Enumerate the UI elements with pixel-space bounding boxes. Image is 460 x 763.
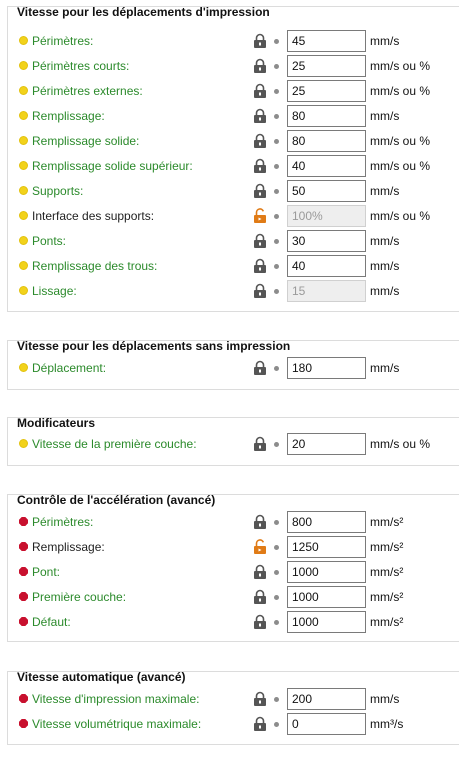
- unit-label: mm/s ou %: [370, 437, 431, 451]
- acceleration-group: [7, 494, 459, 642]
- unit-label: mm/s: [370, 34, 400, 48]
- lock-icon[interactable]: [253, 58, 267, 74]
- group-title: Vitesse automatique (avancé): [17, 670, 186, 684]
- mode-simple-icon: [19, 261, 28, 270]
- speed-input[interactable]: 40: [287, 255, 366, 277]
- mode-expert-icon: [19, 567, 28, 576]
- mode-expert-icon: [19, 592, 28, 601]
- group-title: Contrôle de l'accélération (avancé): [17, 493, 216, 507]
- setting-row-short-perimeters: [8, 55, 460, 77]
- lock-icon[interactable]: [253, 716, 267, 732]
- unlock-icon[interactable]: [253, 539, 267, 555]
- reset-dot-icon[interactable]: [274, 289, 279, 294]
- unlock-icon[interactable]: [253, 208, 267, 224]
- lock-icon[interactable]: [253, 283, 267, 299]
- lock-icon[interactable]: [253, 133, 267, 149]
- mode-simple-icon: [19, 211, 28, 220]
- speed-input[interactable]: 25: [287, 55, 366, 77]
- setting-row-infill: [8, 105, 460, 127]
- group-title: Vitesse pour les déplacements d'impression: [17, 5, 270, 19]
- setting-row-bridge-accel: [8, 561, 460, 583]
- lock-icon[interactable]: [253, 83, 267, 99]
- setting-row-gap-fill: [8, 255, 460, 277]
- setting-row-max-print-speed: [8, 688, 460, 710]
- setting-label[interactable]: Ponts:: [32, 234, 67, 248]
- unit-label: mm/s: [370, 284, 400, 298]
- mode-simple-icon: [19, 111, 28, 120]
- reset-dot-icon[interactable]: [274, 239, 279, 244]
- accel-input[interactable]: 800: [287, 511, 366, 533]
- unit-label: mm/s: [370, 234, 400, 248]
- lock-icon[interactable]: [253, 614, 267, 630]
- setting-label[interactable]: Remplissage:: [32, 540, 105, 554]
- reset-dot-icon[interactable]: [274, 39, 279, 44]
- lock-icon[interactable]: [253, 108, 267, 124]
- speed-input-disabled[interactable]: 100%: [287, 205, 366, 227]
- reset-dot-icon[interactable]: [274, 545, 279, 550]
- lock-icon[interactable]: [253, 258, 267, 274]
- setting-row-infill-accel: [8, 536, 460, 558]
- setting-row-top-solid-infill: [8, 155, 460, 177]
- setting-row-default-accel: [8, 611, 460, 633]
- reset-dot-icon[interactable]: [274, 595, 279, 600]
- mode-simple-icon: [19, 186, 28, 195]
- setting-row-ironing: [8, 280, 460, 302]
- accel-input[interactable]: 1000: [287, 561, 366, 583]
- lock-icon[interactable]: [253, 158, 267, 174]
- reset-dot-icon[interactable]: [274, 697, 279, 702]
- setting-row-max-volumetric-speed: [8, 713, 460, 735]
- accel-input[interactable]: 1000: [287, 611, 366, 633]
- reset-dot-icon[interactable]: [274, 366, 279, 371]
- setting-row-travel: [8, 357, 460, 379]
- unit-label: mm/s: [370, 184, 400, 198]
- reset-dot-icon[interactable]: [274, 442, 279, 447]
- lock-icon[interactable]: [253, 436, 267, 452]
- lock-icon[interactable]: [253, 564, 267, 580]
- lock-icon[interactable]: [253, 589, 267, 605]
- mode-simple-icon: [19, 439, 28, 448]
- setting-row-first-layer-speed: [8, 433, 460, 455]
- speed-input[interactable]: 80: [287, 130, 366, 152]
- unit-label: mm/s²: [370, 590, 404, 604]
- setting-label[interactable]: Défaut:: [32, 615, 71, 629]
- unit-label: mm/s ou %: [370, 59, 431, 73]
- reset-dot-icon[interactable]: [274, 139, 279, 144]
- speed-input[interactable]: 25: [287, 80, 366, 102]
- unit-label: mm/s²: [370, 515, 404, 529]
- unit-label: mm/s ou %: [370, 159, 431, 173]
- unit-label: mm/s ou %: [370, 84, 431, 98]
- travel-speed-group: [7, 340, 459, 390]
- setting-label[interactable]: Périmètres courts:: [32, 59, 130, 73]
- setting-row-supports: [8, 180, 460, 202]
- reset-dot-icon[interactable]: [274, 722, 279, 727]
- reset-dot-icon[interactable]: [274, 520, 279, 525]
- reset-dot-icon[interactable]: [274, 214, 279, 219]
- setting-label[interactable]: Supports:: [32, 184, 84, 198]
- setting-label[interactable]: Remplissage des trous:: [32, 259, 158, 273]
- setting-label[interactable]: Pont:: [32, 565, 61, 579]
- setting-label[interactable]: Périmètres:: [32, 34, 94, 48]
- setting-row-support-interface: [8, 205, 460, 227]
- mode-expert-icon: [19, 694, 28, 703]
- mode-simple-icon: [19, 136, 28, 145]
- reset-dot-icon[interactable]: [274, 264, 279, 269]
- speed-input[interactable]: 40: [287, 155, 366, 177]
- unit-label: mm³/s: [370, 717, 404, 731]
- unit-label: mm/s: [370, 692, 400, 706]
- mode-simple-icon: [19, 363, 28, 372]
- accel-input[interactable]: 1250: [287, 536, 366, 558]
- reset-dot-icon[interactable]: [274, 164, 279, 169]
- unit-label: mm/s: [370, 361, 400, 375]
- lock-icon[interactable]: [253, 33, 267, 49]
- print-speed-group: [7, 6, 459, 312]
- speed-input[interactable]: 20: [287, 433, 366, 455]
- autospeed-group: [7, 671, 459, 745]
- mode-simple-icon: [19, 236, 28, 245]
- unit-label: mm/s ou %: [370, 134, 431, 148]
- speed-input[interactable]: 0: [287, 713, 366, 735]
- reset-dot-icon[interactable]: [274, 570, 279, 575]
- mode-simple-icon: [19, 86, 28, 95]
- unit-label: mm/s²: [370, 615, 404, 629]
- setting-row-first-layer-accel: [8, 586, 460, 608]
- unit-label: mm/s: [370, 109, 400, 123]
- reset-dot-icon[interactable]: [274, 64, 279, 69]
- modifiers-group: [7, 417, 459, 466]
- speed-input[interactable]: 45: [287, 30, 366, 52]
- setting-row-external-perimeters: [8, 80, 460, 102]
- mode-simple-icon: [19, 286, 28, 295]
- mode-simple-icon: [19, 61, 28, 70]
- setting-row-solid-infill: [8, 130, 460, 152]
- setting-label[interactable]: Interface des supports:: [32, 209, 155, 223]
- setting-label[interactable]: Première couche:: [32, 590, 127, 604]
- speed-input-disabled[interactable]: 15: [287, 280, 366, 302]
- speed-input[interactable]: 180: [287, 357, 366, 379]
- reset-dot-icon[interactable]: [274, 114, 279, 119]
- speed-input[interactable]: 30: [287, 230, 366, 252]
- setting-label[interactable]: Remplissage solide:: [32, 134, 140, 148]
- setting-label[interactable]: Vitesse de la première couche:: [32, 437, 197, 451]
- mode-expert-icon: [19, 517, 28, 526]
- unit-label: mm/s: [370, 259, 400, 273]
- lock-icon[interactable]: [253, 183, 267, 199]
- group-title: Modificateurs: [17, 416, 96, 430]
- group-title: Vitesse pour les déplacements sans impression: [17, 339, 291, 353]
- speed-input[interactable]: 80: [287, 105, 366, 127]
- mode-simple-icon: [19, 161, 28, 170]
- speed-input[interactable]: 200: [287, 688, 366, 710]
- accel-input[interactable]: 1000: [287, 586, 366, 608]
- speed-input[interactable]: 50: [287, 180, 366, 202]
- lock-icon[interactable]: [253, 514, 267, 530]
- setting-row-perimeters: [8, 30, 460, 52]
- setting-label[interactable]: Périmètres:: [32, 515, 94, 529]
- lock-icon[interactable]: [253, 360, 267, 376]
- setting-row-bridges: [8, 230, 460, 252]
- setting-label[interactable]: Périmètres externes:: [32, 84, 143, 98]
- unit-label: mm/s ou %: [370, 209, 431, 223]
- setting-label[interactable]: Remplissage:: [32, 109, 105, 123]
- lock-icon[interactable]: [253, 691, 267, 707]
- reset-dot-icon[interactable]: [274, 89, 279, 94]
- setting-label[interactable]: Vitesse volumétrique maximale:: [32, 717, 202, 731]
- setting-row-perimeters-accel: [8, 511, 460, 533]
- setting-label[interactable]: Vitesse d'impression maximale:: [32, 692, 200, 706]
- setting-label[interactable]: Déplacement:: [32, 361, 107, 375]
- mode-simple-icon: [19, 36, 28, 45]
- setting-label[interactable]: Lissage:: [32, 284, 77, 298]
- lock-icon[interactable]: [253, 233, 267, 249]
- setting-label[interactable]: Remplissage solide supérieur:: [32, 159, 193, 173]
- mode-expert-icon: [19, 617, 28, 626]
- mode-expert-icon: [19, 719, 28, 728]
- reset-dot-icon[interactable]: [274, 189, 279, 194]
- mode-expert-icon: [19, 542, 28, 551]
- reset-dot-icon[interactable]: [274, 620, 279, 625]
- unit-label: mm/s²: [370, 565, 404, 579]
- unit-label: mm/s²: [370, 540, 404, 554]
